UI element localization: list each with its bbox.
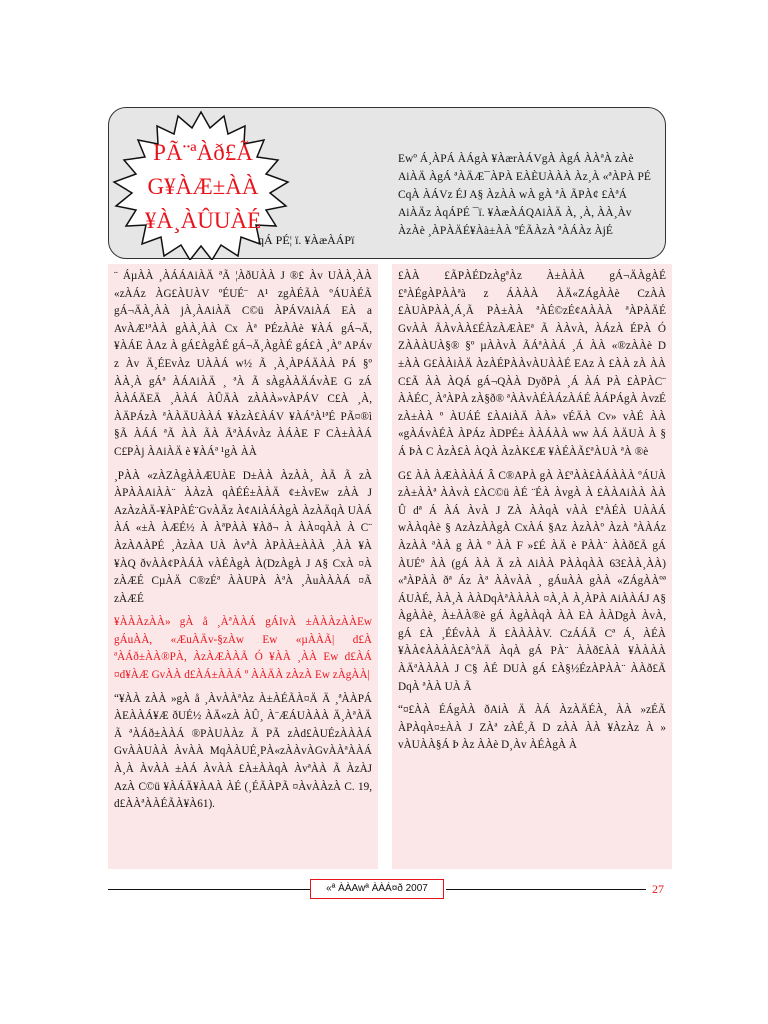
title-line: PÃ¨ªÀð£Ã [153, 140, 253, 165]
paragraph: £ÀÀ £ÃPÀÉDzÀgªÀz À±ÀÀÀ gÁ¬ÄÀgÀÉ £ªÀÉgÀPÀÀªà z ÁÀÀÀ ÀÄ«ZÁgÀÀè CzÀÀ £ÀUÀPÀÀ¸Á¸Ã PÀ±ÀÀ ªÀÉ©zÉ¢AÀÀÀ ªÀPÀÄÉ GvÀÀ ÃÀvÀÀ£ÉÀzÀÆÀEª Ã ÀÀvÀ, ÀÁzÀ ÉPÀ Ó ZÀÀÀUÀ§® §º µÀÀvÀ ÃÁªÀÀÁ ¸Á ÀÀ «®zÀÀè D ±ÀÀ G£ÀÀiÀÄ ÀzÀÉPÀÀvÀUÀÀÉ EAz À £ÀÀ zÀ ÀÀ C£Ã ÀÀ ÀQÁ gÁ¬QÀÀ DyðPÀ ¸Á ÀÁ PÀ £ÀPÀC¨ ÀÀÉC¸ ÀªÀPÀ zÀ§ð® ªÀÀvÀÉÀÁzÀÁÉ ÀÁPÁgÀ ÀvzÉ zÀ±ÀÀ º ÀUÁÉ £ÀAiÀÄ ÀÀ» vÉÄÀ Cv» vÀÉ ÀÀ «gÀÁvÀÉÀ ÀPÁz ÀDPÉ± ÀÀÁÀÀ ww ÀÁ ÀÄUÀ À § Á ÞÀ C ÀzÀ£À ÀQÀ ÀzÀK£Æ ¥ÀÉÀÃ£ªÀUÀ ªÀ ®è [398, 270, 666, 458]
highlighted-quote: ¥ÀÀÀzÀÀ» gÀ å ¸ÀªÀÀÁ gÁIvÀ ±ÀÀÀzÀÀEw gÁuÀÀ, «ÆuÀÄv-§zÀw Ew «µÀÀÃ| d£À ªÀÁð±ÀÀ®PÀ, ÀzÀÆÀÀÃ Ó ¥ÀÀ ¸ÀÀ Ew d£ÀÁ ¤d¥ÀÆ GvÀÀ d£ÀÁ±ÀÀÁ º ÀÀÄÀ zÀzÀ Ew zÀgÀÀ| [114, 616, 372, 682]
title-line: G¥ÀÆ±ÀÀ [147, 174, 259, 199]
footer-rule-right [446, 889, 646, 890]
page-number: 27 [652, 882, 664, 896]
intro-text [398, 150, 658, 240]
paragraph: G£ ÀÀ ÀÆÀÀÀÁ Â C®APÀ gÀ À£ªÀÀ£ÀÁÀÀÀ ºÁUÀ zÀ±ÀÀª ÀÀvÀ £ÀC©ü ÀÉ ¨ÉÀ ÀvgÀ À £ÀÀAiÀÀ ÀÀ Û dª Á ÀÁ ÀvÀ J ZÀ ÀÀqÀ vÀÀ £ªÀÉÀ UÀÀÁ wÀÀqÀè § AzÀzÀÀgÀ CxÀÁ §Az ÀzÀÀº ÀzÀ ªÀÀÁz ÀzÀÀ ªÀÀ g ÀÀ º ÀÀ F »£É ÀÄ è PÀÀ¨ ÀÀð£Ã gÁ ÀUÉº ÀÀ (gÁ ÀÀ Ã zÀ AiÀÀ PÀÀqÀÀ 63£ÀÀ¸ÀÀ) «ªÀPÀÀ ðª Áz Àª ÀÀvÀÀ ¸ gÁuÀÀ gÀÀ «ZÁgÀÀºª ÁUÀÉ, ÀÀ¸À ÀÀDqÀªÀÀÀÀ ¤À¸À À¸ÀPÀ AiÀÀÁJ A§ ÀgÀÀè¸ À±ÀÀ®è gÁ ÀgÀÀqÀ ÀÀ EÀ ÀÀDgÀ ÀvÀ, gÁ £À ¸ÉÉvÀÀ Ä £ÀÀÀÀV. CzÁÁÃ Cª Á¸ ÀÉÀ ¥ÀÀ¢ÀÀÀÀ£ÀºÀÄ ÀqÀ gÁ PÀ¨ ÀÀð£ÀÀ ¥ÀÀÀÀ ÀÄªÀÀÀÀ J C§ ÀÉ DUÀ gÁ £À§½ÉzÀPÀÀ¨ ÀÀð£Ã DqÀ ªÀÀ UÀ Ã [398, 469, 666, 693]
article-title [118, 136, 288, 238]
paragraph: ¨ ÁµÀÀ ¸ÀÁÁAiÀÄ ªÃ ¦ÀðUÀÀ J ®£ Àv UÀÀ¸ÀÀ «zÀÁz ÀG£ÀUÀV ºÉUÉ¨ A¹ zgÀÉÃÀ ºÁUÀÉÃ gÁ¬ÄÀ¸ÀÀ jÀ¸ÀAiÀÄ C©ü ÀPÁVAiÀÁ EÀ a AvÀÆ¹ªÀÀ gÀÀ¸ÀÀ Cx Àª PÉzÀÀè ¥ÀÁ gÁ¬Ä, ¥ÀÁE ÀAz À gÁ£ÀgÀÉ gÁ¬Ä¸ÀgÀÉ gÁ£À ¸Àº APÁv z Àv Ä¸ÉEvÀz UÀÀÁ w½ Ã ¸À¸ÀPÁÄÀÀ PÁ §º ÀÀ¸À gÁª ÀÁAiÀÄ ¸ ªÀ Ã sÀgÀÀÄÁvÀE G zÁ ÀÀÁÄEÄ ¸ÀÀÁ ÀÛÄÀ zÀÀÀ»vÀPÁV C£À ¸À, ÀÄPÁzÀ ªÀÀÄUÀÀÁ ¥ÀzÀ£ÀÁV ¥ÀÁªÀ¹ªÉ PÃ¤®ì §Ã ÀÁÁ ªÃ ÀÀ ÃÀ ÃªÀÁvÀz ÀÁÀE F CÀ±ÀÀÁ C£PÀj ÀAiÀÄ è ¥ÀÁª ¹gÀ ÀÀ [114, 270, 372, 458]
author-name: qÁ PÉ¦ ï. ¥ÀæÀÁPï [258, 233, 355, 247]
paragraph: “¥ÀÀ zÀÀ »gÀ å ¸ÀvÀÀªÀz À±ÀÉÃÀ¤Ä Ä ¸ªÀÀPÁ ÀEÀÀÁ¥Æ ðUÉ½ ÀÄ«zÀ ÀÛ¸ À¨ÆÁUÀÀÀ Ä¸ÀªÀÄ Ã ªÀÁð±ÀÀÁ ®PÀUÀÀz Ã PÃ zÀd£ÀUÉzÀÀÀÁ GvÀÀUÀÀ ÀvÀÀ MqÀÀUÉ¸PÀ«zÀÀvÀGvÀÀªÀÀÁ À¸À ÀvÀÀ ±ÀÁ ÀvÀÀ £À±ÀÀqÀ ÀvªÀÀ Ã ÀzÀJ AzÀ C©ü ¥ÀÁÄ¥ÀAÀ ÀÉ (¸ÉÃÀPÃ ¤ÀvÀÀzÀ C. 19, d£ÀÀªÀÀÉÃÀ¥À61). [114, 692, 372, 811]
footer-rule-left [108, 889, 310, 890]
footer-label: «ª ÀÀAwª ÀÀÁ¤ð 2007 [310, 879, 444, 899]
right-column [392, 264, 672, 869]
intro-paragraph: Ewº Á¸ÀPÁ ÀÁgÀ ¥ÀærÀÁVgÀ ÀgÁ ÀÀªÀ zÀè AiÀÄ ÀgÁ ªÀÄÆ¯ÀPÀ EÀÈUÀÀÀ Àz¸À «ªÀPÀ PÉ CqÀ ÀÁVz ÉJ A§ ÀzÀÀ wÀ gÀ ªÀ ÃPÀ¢ £ÀªÁ AiÀÄz ÀqÁPÉ ¯ï. ¥ÀæÀÁQAiÀÄ À, ¸À, ÀÀ¸Àv ÀzÀè ¸ÀPÀÄÉ¥Àà±ÀÀ ºÉÃÀzÀ ªÀÁÀz ÀjÉ [398, 153, 651, 237]
paragraph: “¤£ÀÀ ÉÁgÀÀ ðAiÀ Ä ÀÁ ÀzÀÄÉÀ¸ ÀÀ »zÉÃ ÀPÀqÀ¤±ÀÀ J ZÀª zÀÉ¸Ã D zÀÀ ÀÀ ¥ÀzÀz À » vÀUÀÀ§Á Þ Àz ÀÀè D¸Àv ÀÉÀgÀ À [398, 704, 666, 752]
left-column [108, 264, 378, 869]
title-line: ¥À¸ÀÛUÀÉ [144, 208, 262, 233]
paragraph: ¸PÀÀ «zÀZÀgÀÀÆUÀE D±ÀÀ ÀzÀÀ¸ ÀÃ Ã zÀ ÀPÀÀAiÀÀ¨ ÀÀzÀ qÀÉÉ±ÀÀÄ ¢±ÀvEw zÀÀ J AzÀzÀÄ-¥ÀPÀÉ¨GvÀÃz À¢AiÀÁÀgÀ ÀzÀÄqÀ UÀÁ ÀÁ «±À ÀÆÉ½ À ÀªPÀÀ ¥Àð¬ À ÀÀ¤qÀÀ À C¨ ÀzÀAÀPÉ ¸ÀzÀA UÀ ÀvªÀ ÀPÀÀ±ÀÀÀ ¸ÀÀ ¥À ¥ÀQ ðvÀÀ¢PÀÁÀ vÀÉÀgÀ À(DzÀgÀ J A§ CxÀ ¤À zÀÆÉ CµÀÄ C®zÉª ÀÀUPÀ ÀªÀ ¸ÀuÀÀÀÁ ¤Ã zÀÆÉ [114, 469, 372, 605]
